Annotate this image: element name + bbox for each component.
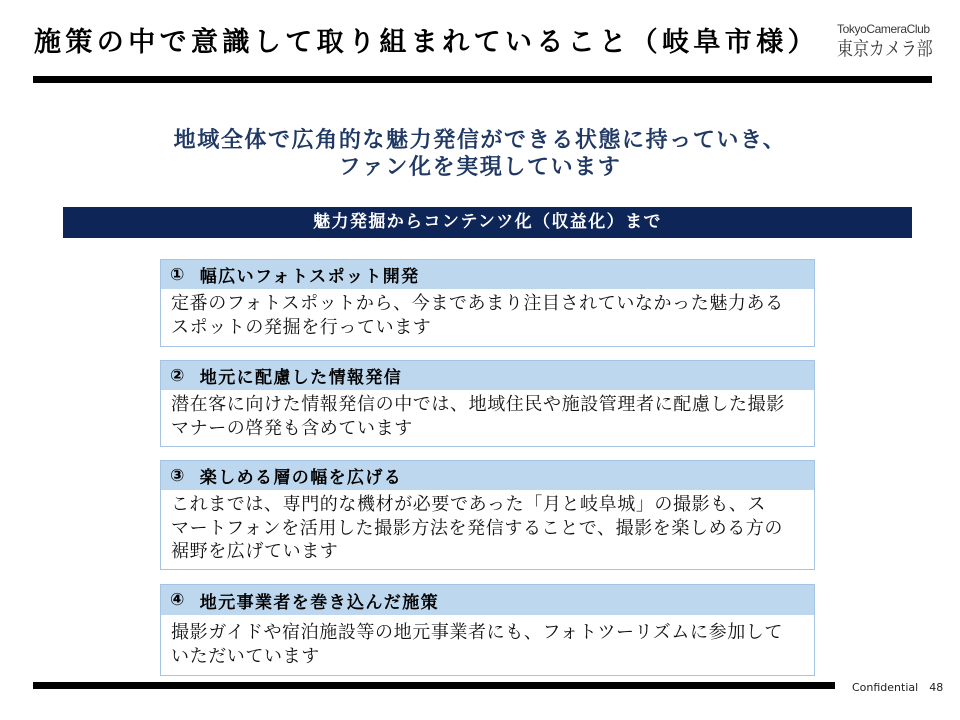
card-body — [161, 390, 814, 446]
card-number: ④ — [170, 590, 186, 610]
card-title: 地元事業者を巻き込んだ施策 — [199, 592, 439, 613]
lead-message — [0, 127, 960, 181]
initiative-card — [160, 460, 815, 570]
card-header — [161, 260, 814, 289]
footer — [852, 680, 943, 695]
footer-divider — [33, 682, 835, 689]
section-banner: 魅力発掘からコンテンツ化（収益化）まで — [63, 207, 912, 238]
card-body — [161, 490, 814, 570]
card-header — [161, 361, 814, 390]
card-title: 楽しめる層の幅を広げる — [199, 468, 403, 488]
card-number: ① — [170, 264, 186, 285]
tokyo-camera-club-logo — [837, 22, 937, 61]
card-title: 地元に配慮した情報発信 — [199, 368, 403, 388]
card-body-line: 潜在客に向けた情報発信の中では、地域住民や施設管理者に配慮した撮影 — [171, 394, 785, 415]
card-body-line: 裾野を広げています — [171, 541, 339, 562]
card-body-line: 撮影ガイドや宿泊施設等の地元事業者にも、フォトツーリズムに参加して — [171, 622, 783, 643]
page-number: 48 — [929, 681, 944, 694]
card-body-line: マートフォンを活用した撮影方法を発信することで、撮影を楽しめる方の — [171, 517, 783, 539]
card-body-line: いただいています — [171, 645, 320, 667]
lead-line: 地域全体で広角的な魅力発信ができる状態に持っていき、 — [173, 128, 787, 153]
initiative-card — [160, 584, 815, 676]
card-body — [161, 289, 814, 345]
slide-title: 施策の中で意識して取り組まれていること（岐阜市様） — [34, 27, 819, 58]
card-body-line: 定番のフォトスポットから、今まであまり注目されていなかった魅力ある — [171, 293, 784, 314]
card-title: 幅広いフォトスポット開発 — [199, 267, 420, 287]
card-number: ② — [170, 365, 186, 386]
card-header — [161, 585, 814, 615]
title-divider — [33, 76, 932, 83]
initiative-card — [160, 259, 815, 347]
card-body-line: マナーの啓発も含めています — [171, 417, 413, 439]
logo-latin-text: TokyoCameraClub — [837, 22, 930, 36]
card-body — [161, 615, 814, 674]
confidential-label: Confidential — [852, 681, 919, 694]
initiative-card — [160, 360, 815, 447]
card-header — [161, 461, 814, 490]
logo-japanese-text: 東京カメラ部 — [837, 38, 933, 60]
card-body-line: これまでは、専門的な機材が必要であった「月と岐阜城」の撮影も、ス — [171, 494, 767, 515]
card-number: ③ — [170, 465, 186, 486]
lead-line: ファン化を実現しています — [338, 155, 622, 180]
card-body-line: スポットの発掘を行っています — [171, 316, 432, 338]
